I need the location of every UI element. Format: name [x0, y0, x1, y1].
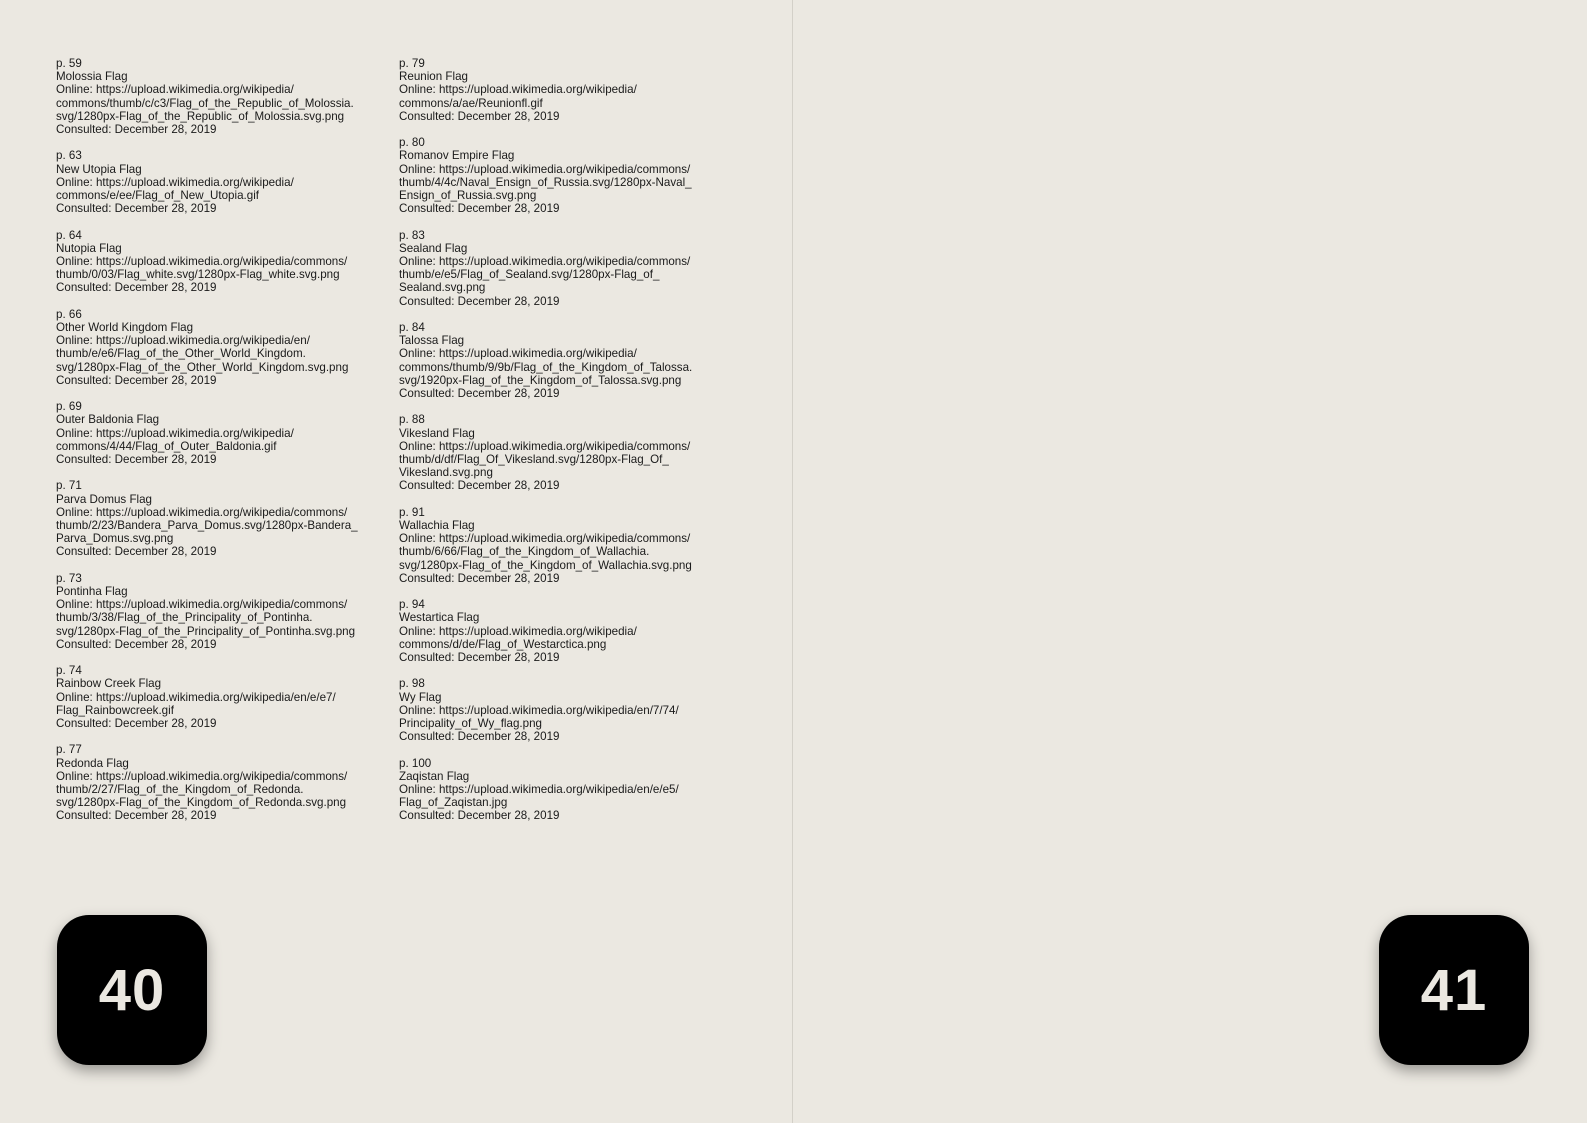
reference-title: Nutopia Flag	[56, 241, 122, 255]
reference-entry	[56, 308, 391, 387]
reference-url-line: Online: https://upload.wikimedia.org/wikipedia/commons/	[56, 769, 348, 783]
reference-entry	[399, 57, 734, 123]
reference-entry	[56, 572, 391, 651]
reference-url-line: Online: https://upload.wikimedia.org/wikipedia/commons/	[399, 255, 691, 269]
reference-url-line: Online: https://upload.wikimedia.org/wikipedia/	[399, 347, 637, 361]
reference-title: Pontinha Flag	[56, 585, 128, 599]
reference-url-line: Online: https://upload.wikimedia.org/wikipedia/commons/	[399, 532, 691, 546]
left-page	[0, 0, 792, 1123]
reference-url-line: Principality_of_Wy_flag.png	[399, 717, 542, 731]
reference-url-line: Online: https://upload.wikimedia.org/wikipedia/en/e/e5/	[399, 783, 679, 797]
reference-url-line: thumb/6/66/Flag_of_the_Kingdom_of_Wallachia.	[399, 545, 650, 559]
reference-entry	[56, 57, 391, 136]
reference-url-line: Online: https://upload.wikimedia.org/wikipedia/commons/	[56, 255, 348, 269]
reference-url-line: thumb/2/23/Bandera_Parva_Domus.svg/1280px-Bandera_	[56, 519, 358, 533]
reference-consulted: Consulted: December 28, 2019	[399, 571, 560, 585]
reference-page: p. 73	[56, 571, 82, 585]
reference-entry	[56, 479, 391, 558]
reference-entry	[56, 743, 391, 822]
reference-url-line: Online: https://upload.wikimedia.org/wikipedia/commons/	[399, 439, 691, 453]
reference-title: Talossa Flag	[399, 334, 465, 348]
reference-consulted: Consulted: December 28, 2019	[399, 109, 560, 123]
reference-page: p. 77	[56, 743, 82, 757]
reference-title: Sealand Flag	[399, 241, 468, 255]
reference-url-line: svg/1280px-Flag_of_the_Kingdom_of_Wallachia.svg.png	[399, 558, 692, 572]
page-number-left: 40	[98, 957, 166, 1023]
reference-page: p. 80	[399, 136, 425, 150]
reference-url-line: svg/1280px-Flag_of_the_Republic_of_Molossia.svg.png	[56, 109, 345, 123]
reference-title: Wy Flag	[399, 690, 442, 704]
reference-consulted: Consulted: December 28, 2019	[399, 479, 560, 493]
reference-url-line: svg/1280px-Flag_of_the_Kingdom_of_Redonda.svg.png	[56, 796, 347, 810]
reference-entry	[399, 413, 734, 492]
reference-url-line: Online: https://upload.wikimedia.org/wikipedia/	[56, 426, 294, 440]
reference-entry	[399, 598, 734, 664]
reference-url-line: svg/1280px-Flag_of_the_Other_World_Kingdom.svg.png	[56, 360, 349, 374]
reference-url-line: Online: https://upload.wikimedia.org/wikipedia/commons/	[56, 598, 348, 612]
reference-entry	[399, 506, 734, 585]
reference-url-line: Flag_of_Zaqistan.jpg	[399, 796, 508, 810]
reference-url-line: thumb/2/27/Flag_of_the_Kingdom_of_Redonda.	[56, 783, 304, 797]
reference-title: Vikesland Flag	[399, 426, 475, 440]
reference-page: p. 74	[56, 664, 82, 678]
reference-consulted: Consulted: December 28, 2019	[56, 373, 217, 387]
reference-url-line: commons/a/ae/Reunionfl.gif	[399, 96, 543, 110]
reference-url-line: Vikesland.svg.png	[399, 466, 493, 480]
reference-entry	[56, 664, 391, 730]
reference-title: Romanov Empire Flag	[399, 149, 515, 163]
reference-page: p. 69	[56, 400, 82, 414]
reference-title: Westartica Flag	[399, 611, 480, 625]
reference-url-line: svg/1920px-Flag_of_the_Kingdom_of_Talossa.svg.png	[399, 373, 682, 387]
reference-consulted: Consulted: December 28, 2019	[56, 453, 217, 467]
reference-entry	[56, 400, 391, 466]
reference-column-1	[56, 57, 391, 836]
reference-page: p. 63	[56, 149, 82, 163]
reference-url-line: thumb/e/e6/Flag_of_the_Other_World_Kingdom.	[56, 347, 306, 361]
reference-title: New Utopia Flag	[56, 162, 142, 176]
reference-title: Parva Domus Flag	[56, 492, 153, 506]
reference-url-line: Online: https://upload.wikimedia.org/wikipedia/	[56, 83, 294, 97]
reference-title: Other World Kingdom Flag	[56, 321, 194, 335]
reference-url-line: Parva_Domus.svg.png	[56, 532, 174, 546]
reference-entry	[399, 677, 734, 743]
reference-consulted: Consulted: December 28, 2019	[56, 717, 217, 731]
reference-url-line: commons/e/ee/Flag_of_New_Utopia.gif	[56, 189, 259, 203]
page-number-right: 41	[1420, 957, 1488, 1023]
reference-entry	[56, 149, 391, 215]
reference-url-line: svg/1280px-Flag_of_the_Principality_of_Pontinha.svg.png	[56, 624, 356, 638]
reference-consulted: Consulted: December 28, 2019	[56, 809, 217, 823]
reference-url-line: Online: https://upload.wikimedia.org/wikipedia/	[56, 175, 294, 189]
reference-entry	[399, 757, 734, 823]
reference-consulted: Consulted: December 28, 2019	[56, 637, 217, 651]
reference-consulted: Consulted: December 28, 2019	[56, 202, 217, 216]
reference-url-line: commons/4/44/Flag_of_Outer_Baldonia.gif	[56, 439, 277, 453]
reference-url-line: thumb/3/38/Flag_of_the_Principality_of_Pontinha.	[56, 611, 313, 625]
reference-entry	[399, 321, 734, 400]
reference-title: Rainbow Creek Flag	[56, 677, 162, 691]
reference-url-line: Ensign_of_Russia.svg.png	[399, 189, 537, 203]
reference-page: p. 71	[56, 479, 82, 493]
reference-page: p. 84	[399, 321, 425, 335]
reference-page: p. 98	[399, 677, 425, 691]
reference-consulted: Consulted: December 28, 2019	[399, 202, 560, 216]
reference-url-line: Online: https://upload.wikimedia.org/wikipedia/en/7/74/	[399, 703, 679, 717]
reference-consulted: Consulted: December 28, 2019	[399, 651, 560, 665]
reference-page: p. 66	[56, 307, 82, 321]
reference-url-line: Online: https://upload.wikimedia.org/wikipedia/	[399, 83, 637, 97]
reference-column-2	[399, 57, 734, 836]
page-number-badge-left	[57, 915, 207, 1065]
reference-entry	[399, 229, 734, 308]
reference-url-line: Online: https://upload.wikimedia.org/wikipedia/en/e/e7/	[56, 690, 336, 704]
reference-entry	[56, 229, 391, 295]
reference-title: Molossia Flag	[56, 70, 128, 84]
reference-url-line: thumb/0/03/Flag_white.svg/1280px-Flag_white.svg.png	[56, 268, 340, 282]
reference-page: p. 64	[56, 228, 82, 242]
reference-url-line: commons/thumb/9/9b/Flag_of_the_Kingdom_of_Talossa.	[399, 360, 693, 374]
reference-page: p. 59	[56, 57, 82, 70]
reference-url-line: Flag_Rainbowcreek.gif	[56, 703, 174, 717]
reference-page: p. 79	[399, 57, 425, 70]
reference-url-line: thumb/4/4c/Naval_Ensign_of_Russia.svg/1280px-Naval_	[399, 175, 692, 189]
reference-title: Redonda Flag	[56, 756, 129, 770]
reference-title: Outer Baldonia Flag	[56, 413, 160, 427]
reference-url-line: Sealand.svg.png	[399, 281, 486, 295]
reference-consulted: Consulted: December 28, 2019	[56, 281, 217, 295]
reference-page: p. 100	[399, 756, 432, 770]
reference-consulted: Consulted: December 28, 2019	[399, 387, 560, 401]
reference-title: Zaqistan Flag	[399, 769, 470, 783]
reference-url-line: commons/d/de/Flag_of_Westarctica.png	[399, 637, 607, 651]
reference-url-line: thumb/d/df/Flag_Of_Vikesland.svg/1280px-Flag_Of_	[399, 453, 669, 467]
reference-url-line: Online: https://upload.wikimedia.org/wikipedia/	[399, 624, 637, 638]
reference-consulted: Consulted: December 28, 2019	[399, 730, 560, 744]
reference-consulted: Consulted: December 28, 2019	[399, 809, 560, 823]
reference-page: p. 94	[399, 598, 425, 612]
reference-url-line: Online: https://upload.wikimedia.org/wikipedia/commons/	[399, 162, 691, 176]
reference-title: Wallachia Flag	[399, 519, 475, 533]
reference-title: Reunion Flag	[399, 70, 468, 84]
reference-consulted: Consulted: December 28, 2019	[56, 545, 217, 559]
reference-page: p. 83	[399, 228, 425, 242]
reference-consulted: Consulted: December 28, 2019	[56, 123, 217, 137]
reference-url-line: Online: https://upload.wikimedia.org/wikipedia/commons/	[56, 505, 348, 519]
reference-consulted: Consulted: December 28, 2019	[399, 294, 560, 308]
reference-page: p. 88	[399, 413, 425, 427]
reference-entry	[399, 136, 734, 215]
reference-url-line: thumb/e/e5/Flag_of_Sealand.svg/1280px-Flag_of_	[399, 268, 660, 282]
reference-url-line: commons/thumb/c/c3/Flag_of_the_Republic_of_Molossia.	[56, 96, 354, 110]
page-number-badge-right	[1379, 915, 1529, 1065]
reference-page: p. 91	[399, 505, 425, 519]
reference-url-line: Online: https://upload.wikimedia.org/wikipedia/en/	[56, 334, 310, 348]
